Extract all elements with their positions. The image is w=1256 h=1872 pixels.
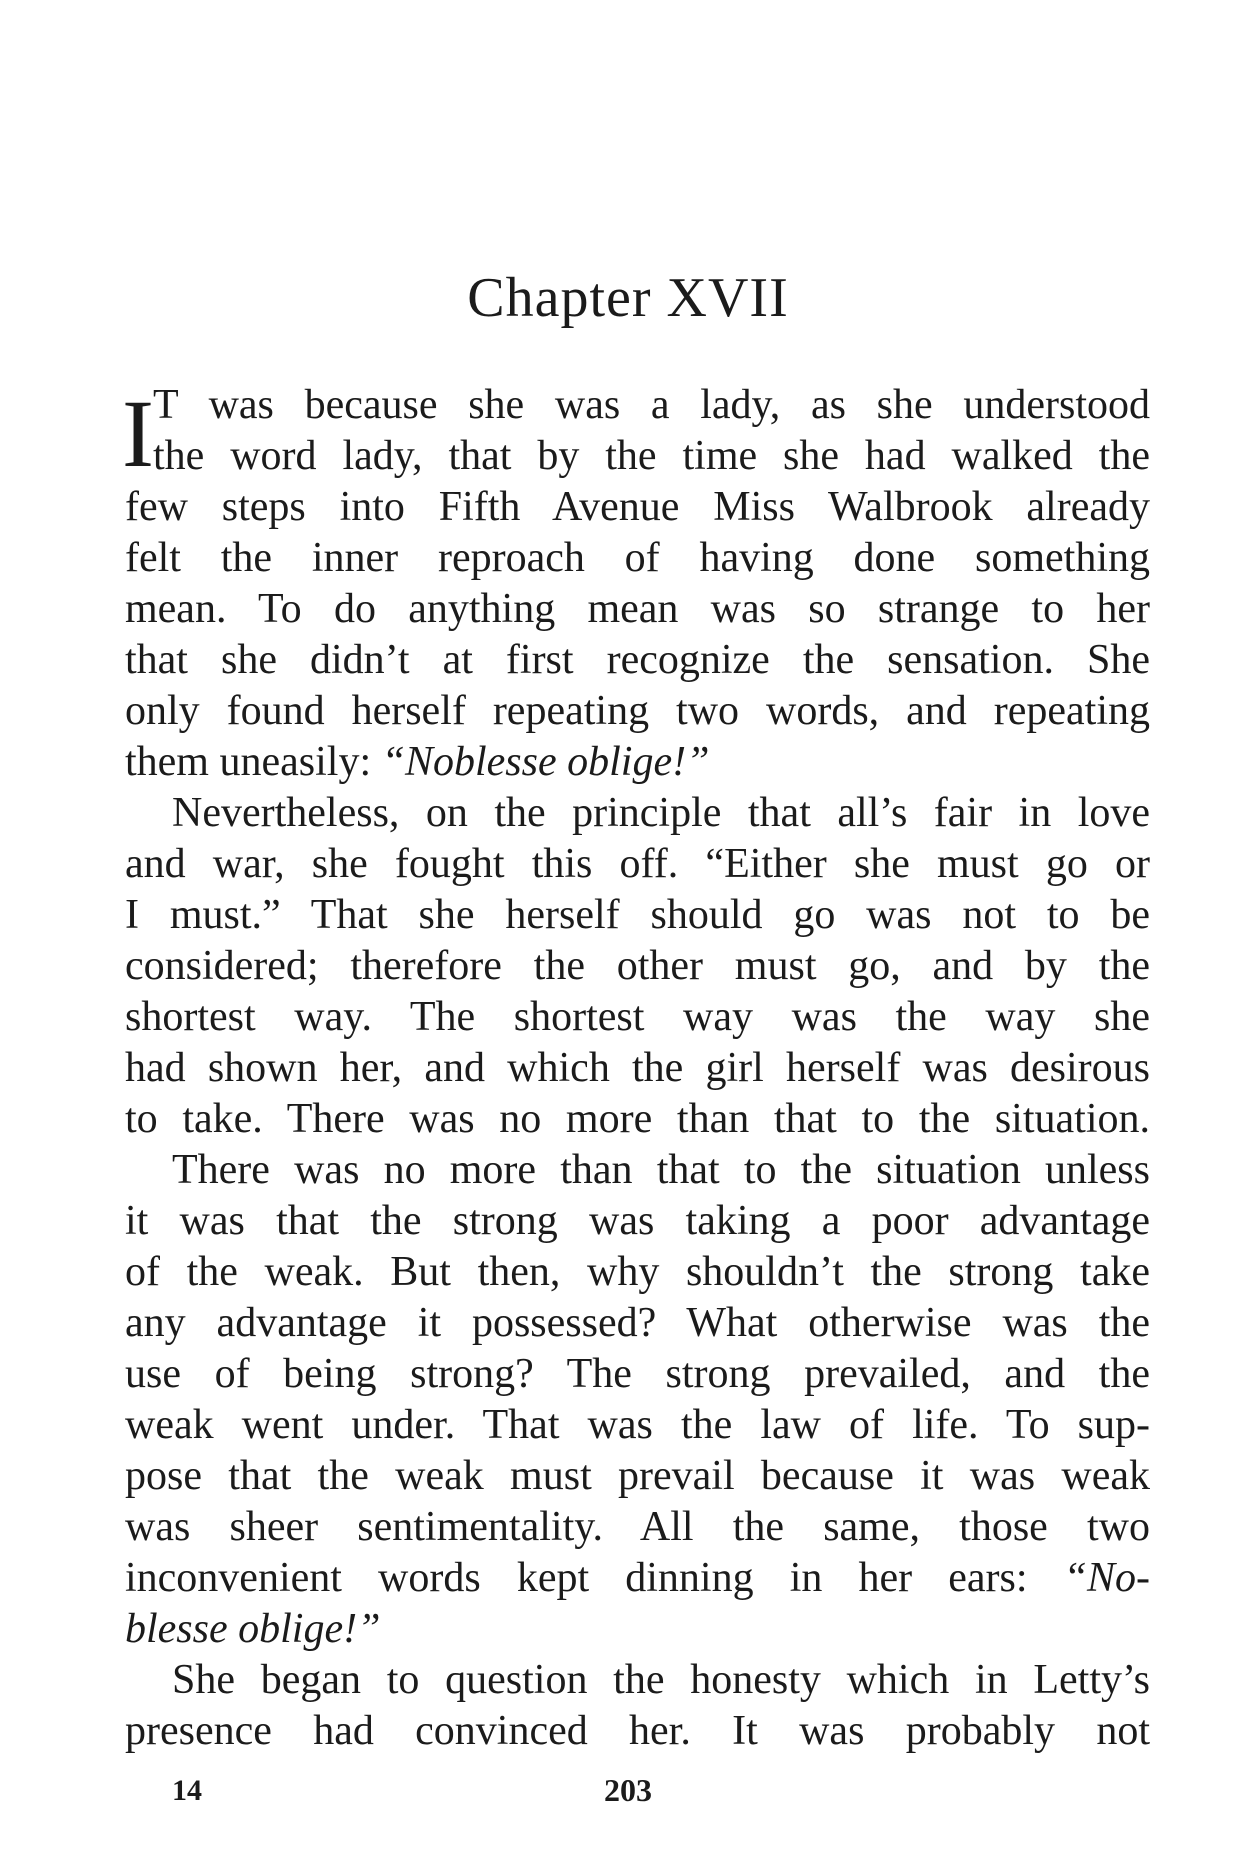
text-line: to take. There was no more than that to the situation. <box>125 1096 1150 1142</box>
text-line: felt the inner reproach of having done something <box>125 535 1150 581</box>
text-line: the word lady, that by the time she had walked the <box>153 433 1150 479</box>
page-number: 203 <box>604 1772 652 1808</box>
text-line: it was that the strong was taking a poor advantage <box>125 1198 1150 1244</box>
drop-cap: I <box>122 380 154 487</box>
text-line: that she didn’t at first recognize the sensation. She <box>125 637 1150 683</box>
italic-phrase: “No- <box>1063 1555 1150 1601</box>
text-line: use of being strong? The strong prevailed, and the <box>125 1351 1150 1397</box>
text-line: blesse oblige!” <box>125 1606 381 1652</box>
chapter-title: Chapter XVII <box>467 267 789 329</box>
text-line: only found herself repeating two words, and repeating <box>125 688 1150 734</box>
text-line: any advantage it possessed? What otherwise was the <box>125 1300 1150 1346</box>
text-line <box>125 1553 1150 1604</box>
text-line: Nevertheless, on the principle that all’s fair in love <box>172 790 1150 836</box>
text-line: I must.” That she herself should go was not to be <box>125 892 1150 938</box>
text-line: T was because she was a lady, as she understood <box>153 382 1150 428</box>
body-text <box>122 380 1150 1757</box>
text-line: had shown her, and which the girl herself was desirous <box>125 1045 1150 1091</box>
text-line: was sheer sentimentality. All the same, those two <box>125 1504 1150 1550</box>
text-fragment: inconvenient words kept dinning in her ears: <box>125 1555 1064 1601</box>
text-line: shortest way. The shortest way was the way she <box>125 994 1150 1040</box>
text-line: weak went under. That was the law of life. To sup- <box>125 1402 1150 1448</box>
text-line: She began to question the honesty which in Letty’s <box>172 1657 1150 1703</box>
text-line: presence had convinced her. It was probably not <box>125 1708 1150 1754</box>
text-line: mean. To do anything mean was so strange to her <box>125 586 1150 632</box>
text-line: pose that the weak must prevail because it was weak <box>125 1453 1150 1499</box>
text-line <box>125 737 1150 788</box>
text-line: and war, she fought this off. “Either she must go or <box>125 841 1150 887</box>
signature-mark: 14 <box>172 1774 202 1807</box>
text-line: There was no more than that to the situation unless <box>172 1147 1150 1193</box>
text-line: of the weak. But then, why shouldn’t the strong take <box>125 1249 1150 1295</box>
text-line: few steps into Fifth Avenue Miss Walbrook already <box>125 484 1150 530</box>
italic-phrase: “Noblesse oblige!” <box>381 739 710 785</box>
text-line: considered; therefore the other must go, and by the <box>125 943 1150 989</box>
text-fragment: them uneasily: <box>125 739 382 785</box>
